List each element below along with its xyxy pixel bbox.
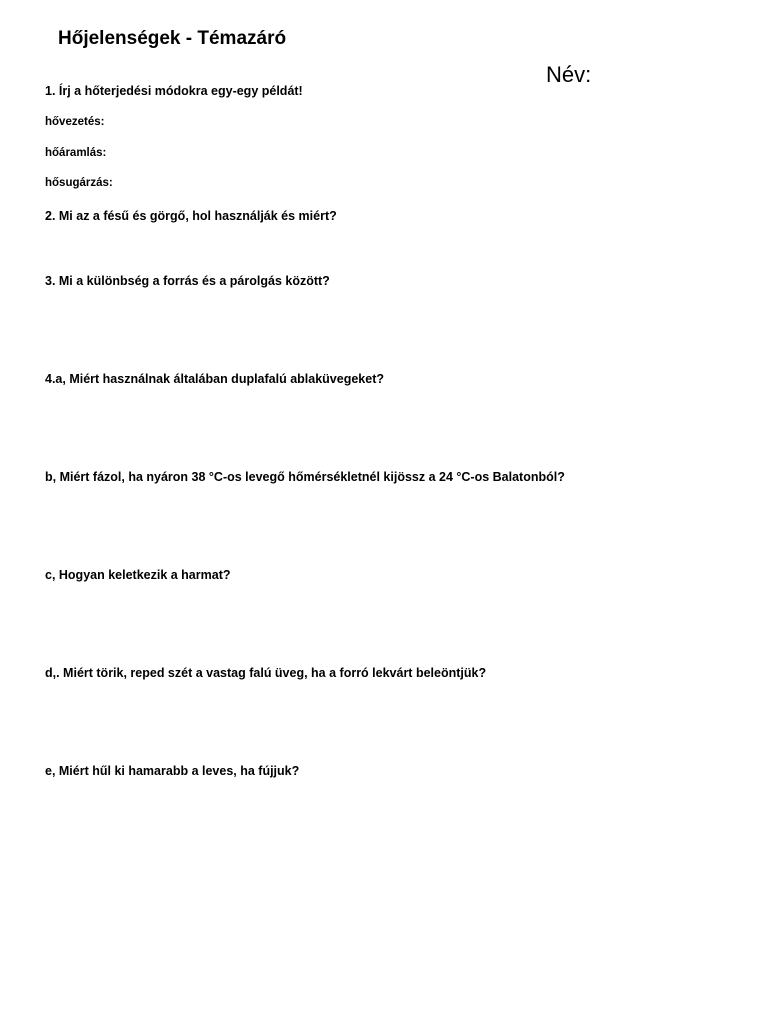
question-4e: e, Miért hűl ki hamarabb a leves, ha fújjuk? [45, 764, 300, 778]
question-1-convection: hőáramlás: [45, 147, 107, 159]
question-2: 2. Mi az a fésű és görgő, hol használják és miért? [45, 209, 337, 223]
question-4d: d,. Miért törik, reped szét a vastag falú üveg, ha a forró lekvárt beleöntjük? [45, 666, 487, 680]
question-1: 1. Írj a hőterjedési módokra egy-egy példát! [45, 84, 303, 98]
question-3: 3. Mi a különbség a forrás és a párolgás között? [45, 274, 330, 288]
question-4a: 4.a, Miért használnak általában duplafalú ablaküvegeket? [45, 372, 385, 386]
question-1-radiation: hősugárzás: [45, 177, 113, 189]
question-4c: c, Hogyan keletkezik a harmat? [45, 568, 231, 582]
name-label: Név: [546, 62, 592, 87]
page-title: Hőjelenségek - Témazáró [58, 28, 287, 49]
question-4b: b, Miért fázol, ha nyáron 38 °C-os levegő hőmérsékletnél kijössz a 24 °C-os Balatonból? [45, 470, 565, 484]
question-1-conduction: hővezetés: [45, 116, 105, 128]
